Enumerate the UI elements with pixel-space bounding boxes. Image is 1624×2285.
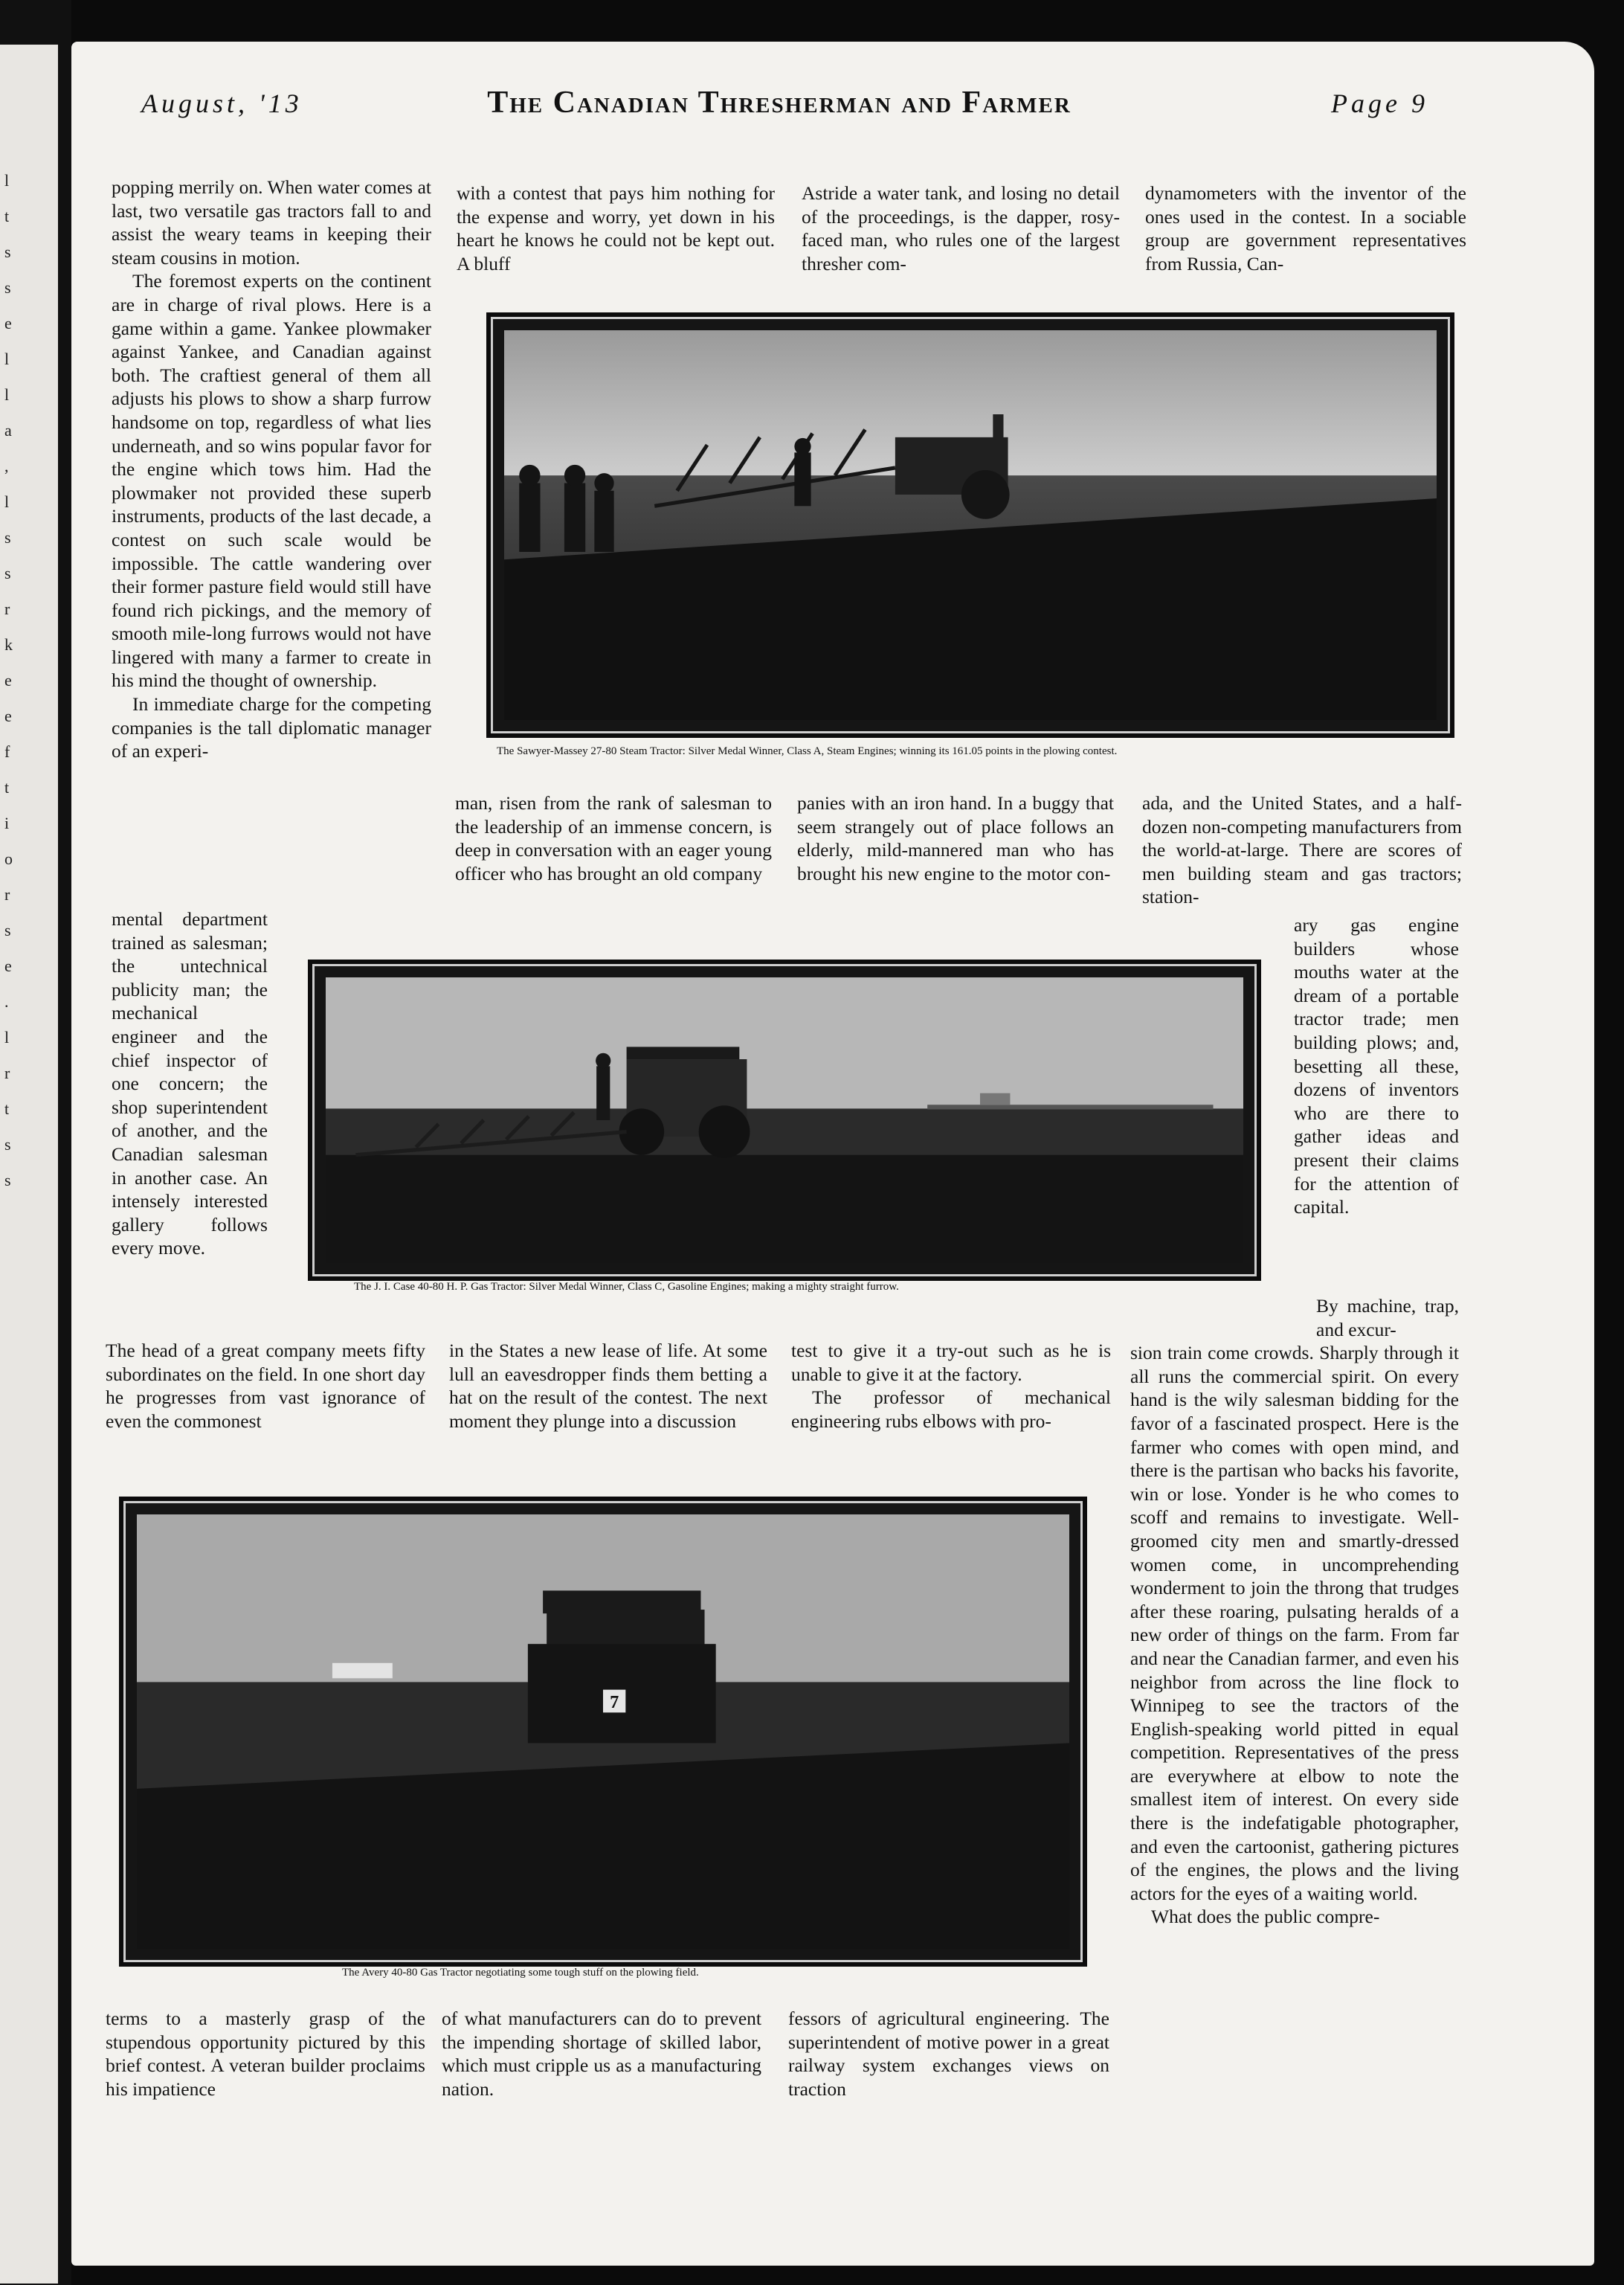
masthead-title: The Canadian Thresherman and Farmer [487,86,1072,120]
paragraph: man, risen from the rank of salesman to the leadership of an immense concern, is deep in conversation with an eager young officer who has brought an old company [455,792,772,884]
margin-letter: s [4,528,11,547]
column-2-top [457,181,775,275]
margin-letter: f [4,742,10,761]
column-1-top [112,176,431,763]
paragraph: terms to a masterly grasp of the stupendous opportunity pictured by this brief contest. A veteran builder proclaims his impatience [106,2008,425,2100]
photo-case-gas-tractor [308,960,1261,1281]
margin-letter: t [4,1099,10,1118]
margin-letter: s [4,1135,11,1154]
margin-letter: i [4,814,10,832]
paragraph: of what manufacturers can do to prevent the impending shortage of skilled labor, which must cripple us as a manufacturing nation. [442,2008,761,2100]
paragraph: The head of a great company meets fifty subordinates on the field. In one short day he progresses from vast ignorance of even the commonest [106,1340,425,1432]
paragraph: popping merrily on. When water comes at last, two versatile gas tractors fall to and assist the weary teams in keeping their steam cousins in motion. [112,176,431,269]
margin-letter: s [4,564,11,582]
photo-3-scene [137,1514,1069,1949]
column-2-last [442,2007,761,2101]
margin-letter: l [4,350,10,368]
margin-letter: s [4,278,11,297]
margin-letter: r [4,885,10,904]
paragraph: dynamometers with the inventor of the ones used in the contest. In a sociable group are government representatives from Russia, Can- [1145,182,1466,274]
column-3-mid [797,791,1114,885]
caption-photo-2: The J. I. Case 40-80 H. P. Gas Tractor: Silver Medal Winner, Class C, Gasoline Engines; making a mighty straight furrow. [354,1281,899,1293]
column-4-bottom [1130,1294,1459,1929]
margin-letter: s [4,242,11,261]
issue-date: August, '13 [141,89,303,118]
paragraph: in the States a new lease of life. At some lull an eavesdropper finds them betting a hat on the result of the contest. The next moment they plunge into a discussion [449,1340,767,1432]
margin-letter: k [4,635,13,654]
margin-letter: l [4,385,10,404]
paragraph: By machine, trap, and excur- [1316,1295,1459,1340]
facing-page-edge [0,45,58,2284]
column-2-mid [455,791,772,885]
paragraph: sion train come crowds. Sharply through it all runs the commercial spirit. On every hand is the wily salesman bidding for the favor of a fascinated prospect. Here is the farmer who comes with open mind, and there is the partisan who backs his favorite, win or lose. Yonder is he who comes to scoff and remains to investigate. Well-groomed city men and smartly-dressed women come, in uncomprehending wonderment to join the throng that trudges after these roaring, pulsating heralds of a new order of things on the farm. From far and near the Canadian farmer, and even his neighbor from across the line flock to Winnipeg to see the tractors of the English-speaking world pitted in equal competition. Representatives of the press are everywhere at elbow to note the smallest item of interest. On every side there is the indefatigable photographer, and even the cartoonist, gathering pictures of the engines, the plows and the living actors for the eyes of a waiting world. [1130,1342,1459,1904]
column-3-last [788,2007,1109,2101]
paragraph: The foremost experts on the continent are in charge of rival plows. Here is a game within a game. Yankee plowmaker against Yankee, and Canadian against both. The craftiest general of them all adjusts his plows to show a sharp furrow handsome on top, regardless of what lies underneath, and so wins popular favor for the engine which tows him. Had the plowmaker not provided these superb instruments, products of the last decade, a contest on such scale would be impossible. The cattle wandering over their former pasture field would still have found rich pickings, and the memory of smooth mile-long furrows would not have lingered with many a farmer to create in his mind the thought of ownership. [112,270,431,692]
column-1-bottom [106,1339,425,1433]
margin-letter: s [4,921,11,939]
photo-sawyer-massey-tractor [486,312,1454,738]
margin-letter: e [4,957,12,975]
paragraph: What does the public compre- [1151,1906,1380,1928]
margin-letter: e [4,314,12,332]
margin-letter: , [4,457,9,475]
column-3-top [802,181,1120,275]
margin-letter: e [4,671,12,690]
paragraph: ary gas engine builders whose mouths water at the dream of a portable tractor trade; men building plows; and, besetting all these, dozens of inventors who are there to gather ideas and present their claims for the attention of capital. [1294,914,1459,1218]
paragraph: mental department trained as salesman; the untechnical publicity man; the mechanical engineer and the chief inspector of one concern; the shop superintendent of another, and the Canadian salesman in another case. An intensely interested gallery follows every move. [112,908,268,1259]
margin-letter: r [4,1064,10,1082]
margin-letter: l [4,1028,10,1047]
margin-letter: r [4,600,10,618]
margin-letter: l [4,171,10,190]
margin-letter: o [4,849,13,868]
paragraph: The professor of mechanical engineering rubs elbows with pro- [791,1386,1111,1432]
column-4-narrow [1294,913,1459,1219]
photo-1-scene [504,330,1437,720]
column-4-mid [1142,791,1462,909]
photo-2-scene [326,977,1243,1263]
margin-letter: a [4,421,12,440]
tractor-number: 7 [610,1692,619,1713]
column-4-top [1145,181,1466,275]
margin-letter: t [4,207,10,225]
paragraph: In immediate charge for the competing companies is the tall diplomatic manager of an experi- [112,693,431,762]
column-1-narrow [112,907,268,1260]
margin-letter: e [4,707,12,725]
paragraph: Astride a water tank, and losing no detail of the proceedings, is the dapper, rosy-faced man, who rules one of the largest thresher com- [802,182,1120,274]
paragraph: fessors of agricultural engineering. The superintendent of motive power in a great railway system exchanges views on traction [788,2008,1109,2100]
page-number: Page 9 [1331,89,1428,118]
margin-letter: . [4,992,9,1011]
column-3-bottom [791,1339,1111,1433]
margin-letter: t [4,778,10,797]
paragraph: ada, and the United States, and a half-dozen non-competing manufacturers from the world-at-large. There are scores of men building steam and gas tractors; station- [1142,792,1462,908]
column-1-last [106,2007,425,2101]
caption-photo-1: The Sawyer-Massey 27-80 Steam Tractor: Silver Medal Winner, Class A, Steam Engines; winning its 161.05 points in the plowing contest. [497,745,1118,757]
caption-photo-3: The Avery 40-80 Gas Tractor negotiating some tough stuff on the plowing field. [342,1967,699,1979]
paragraph: test to give it a try-out such as he is unable to give it at the factory. [791,1340,1111,1385]
margin-letter: l [4,492,10,511]
column-2-bottom [449,1339,767,1433]
photo-avery-gas-tractor [119,1497,1087,1967]
paragraph: panies with an iron hand. In a buggy that seem strangely out of place follows an elderly, mild-mannered man who has brought his new engine to the motor con- [797,792,1114,884]
margin-letter: s [4,1171,11,1189]
paragraph: with a contest that pays him nothing for the expense and worry, yet down in his heart he knows he could not be kept out. A bluff [457,182,775,274]
